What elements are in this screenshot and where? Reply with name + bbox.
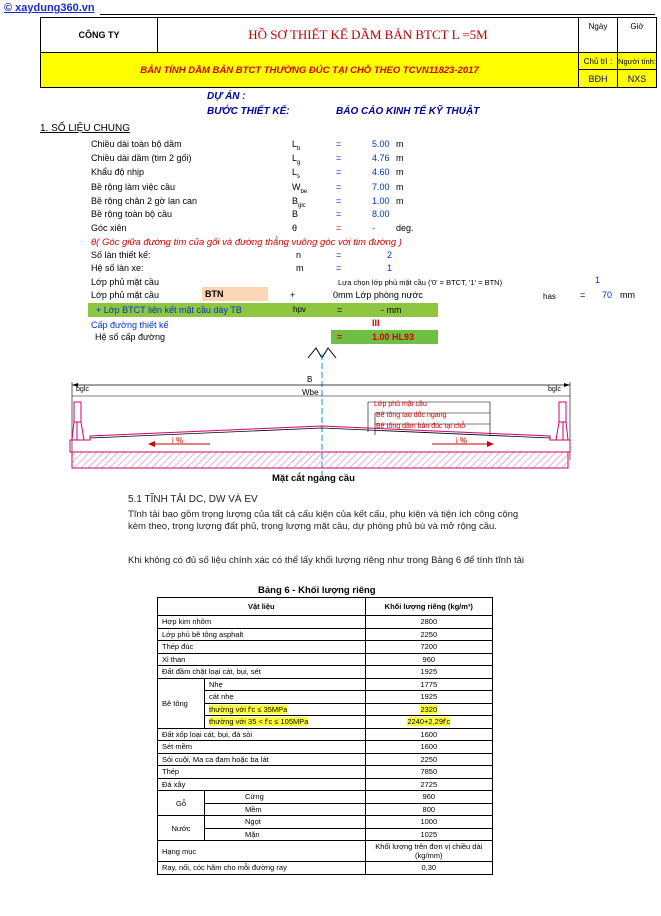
table-row bbox=[158, 841, 493, 862]
skew-angle-note: θ( Góc giữa đường tim của gối và đường thẳng vuông góc với tim đường ) bbox=[91, 237, 402, 248]
design-step-value: BÁO CÁO KINH TẾ KỸ THUẬT bbox=[336, 106, 480, 117]
table-row bbox=[158, 691, 493, 704]
table-row bbox=[158, 753, 493, 766]
param-symbol: θ bbox=[292, 223, 298, 233]
table-cell: 1925 bbox=[365, 691, 492, 704]
param-eq: = bbox=[336, 196, 342, 206]
surfacing-choose-note: Lựa chọn lớp phủ mặt cầu ('0' = BTCT, '1' = BTN) bbox=[338, 278, 503, 287]
table-row bbox=[158, 678, 493, 691]
site-underline bbox=[100, 14, 655, 15]
cross-section-drawing bbox=[60, 340, 580, 486]
param-value[interactable]: 2 bbox=[387, 250, 393, 260]
road-class-label: Cấp đường thiết kế bbox=[91, 320, 169, 330]
table-cell: 2800 bbox=[365, 616, 492, 629]
table-cell: 960 bbox=[365, 791, 492, 804]
param-eq: = bbox=[336, 153, 342, 163]
table-cell: Ngọt bbox=[205, 816, 366, 829]
table-row bbox=[158, 862, 493, 875]
param-symbol: B bbox=[292, 209, 299, 219]
param-unit: m bbox=[396, 182, 404, 192]
surfacing-label: Lớp phủ mặt cầu bbox=[91, 277, 159, 287]
table-cell: Sỏi cuội, Ma ca đam hoặc ba lát bbox=[158, 753, 366, 766]
param-unit: m bbox=[396, 139, 404, 149]
table-cell: Cứng bbox=[205, 791, 366, 804]
table-cell: 1600 bbox=[365, 728, 492, 741]
project-label: DỰ ÁN : bbox=[207, 91, 246, 102]
param-symbol: $L_g$ bbox=[292, 153, 301, 166]
slope-right-label: i % bbox=[456, 436, 468, 445]
layer1-label: Lớp phủ mặt cầu bbox=[374, 401, 427, 408]
table-cell: 960 bbox=[365, 653, 492, 666]
table-cell: Khối lượng trên đơn vị chiều dài (kg/mm) bbox=[365, 841, 492, 862]
param-label: Bề rộng toàn bộ cầu bbox=[91, 209, 173, 219]
table-cell: 1775 bbox=[365, 678, 492, 691]
param-label: Bề rộng làm việc cầu bbox=[91, 182, 176, 192]
param-value[interactable]: 4.60 bbox=[372, 167, 390, 177]
road-class-value[interactable]: III bbox=[372, 318, 380, 328]
btct-label: + Lớp BTCT liên kết mặt cầu dày TB bbox=[96, 305, 242, 315]
nguoi-tinh-value-cell: NXS bbox=[617, 69, 657, 88]
site-logo-text[interactable]: © xaydung360.vn bbox=[4, 2, 95, 14]
table-cell: Mặn bbox=[205, 828, 366, 841]
table-cell: Xỉ than bbox=[158, 653, 366, 666]
table-cell: 1600 bbox=[365, 741, 492, 754]
param-label: Chiều dài toàn bộ dầm bbox=[91, 139, 182, 149]
param-eq: = bbox=[336, 167, 342, 177]
table-cell: Hạng mục bbox=[158, 841, 366, 862]
company-cell: CÔNG TY bbox=[40, 17, 158, 53]
wood-label: Gỗ bbox=[158, 791, 205, 816]
layer2-label: Bê tông tạo dốc ngang bbox=[376, 412, 447, 419]
table-cell: 800 bbox=[365, 803, 492, 816]
table-cell: thường với f'c ≤ 35MPa bbox=[205, 703, 366, 716]
param-value[interactable]: 5.00 bbox=[372, 139, 390, 149]
section1-title: 1. SỐ LIỆU CHUNG bbox=[40, 123, 131, 134]
layer3-label: Bê tông dầm bản đúc tại chỗ bbox=[376, 423, 466, 430]
table-cell: Mềm bbox=[205, 803, 366, 816]
has-value[interactable]: 70 bbox=[602, 290, 613, 300]
heso-label: Hệ số cấp đường bbox=[95, 332, 165, 342]
param-label: Số làn thiết kế: bbox=[91, 250, 151, 260]
b-dim-label: B bbox=[307, 375, 313, 384]
param-eq: = bbox=[336, 263, 342, 273]
param-eq: = bbox=[336, 223, 342, 233]
subtitle-cell bbox=[40, 52, 579, 88]
table-row bbox=[158, 778, 493, 791]
doc-title: HỒ SƠ THIẾT KẾ DẦM BẢN BTCT L =5M bbox=[248, 27, 488, 42]
btct-symbol: hpv bbox=[293, 305, 306, 314]
surfacing-type: BTN bbox=[205, 289, 224, 299]
water-label: Nước bbox=[158, 816, 205, 841]
density-table bbox=[157, 597, 493, 875]
heso-eq: = bbox=[337, 332, 343, 342]
has-eq: = bbox=[580, 290, 586, 300]
table-cell: cát nhẹ bbox=[205, 691, 366, 704]
table-row bbox=[158, 803, 493, 816]
param-unit: m bbox=[396, 153, 404, 163]
param-symbol: $B_{glc}$ bbox=[292, 196, 306, 209]
param-unit: deg. bbox=[396, 223, 414, 233]
has-symbol: has bbox=[543, 292, 556, 301]
param-label: Bề rộng chân 2 gờ lan can bbox=[91, 196, 197, 206]
sec51-title: 5.1 TĨNH TẢI DC, DW VÀ EV bbox=[128, 494, 258, 505]
has-unit: mm bbox=[620, 290, 635, 300]
param-eq: = bbox=[336, 139, 342, 149]
table-row bbox=[158, 766, 493, 779]
param-unit: m bbox=[396, 196, 404, 206]
drawing-caption: Mặt cắt ngang cầu bbox=[272, 473, 355, 484]
table-row bbox=[158, 741, 493, 754]
left-railing-icon bbox=[72, 402, 84, 440]
param-symbol: $L_b$ bbox=[292, 139, 301, 152]
param-symbol: $W_{be}$ bbox=[292, 182, 308, 195]
param-symbol: m bbox=[296, 263, 304, 273]
param-unit: m bbox=[396, 167, 404, 177]
subtitle: BẢN TÍNH DẦM BẢN BTCT THƯỜNG ĐÚC TẠI CHỖ THEO TCVN11823-2017 bbox=[140, 64, 479, 76]
col-header-density: Khối lượng riêng (kg/m³) bbox=[365, 598, 492, 616]
table-row bbox=[158, 616, 493, 629]
table-row bbox=[158, 791, 493, 804]
table-cell: 2250 bbox=[365, 628, 492, 641]
param-value[interactable]: 7.00 bbox=[372, 182, 390, 192]
table-cell: 0,30 bbox=[365, 862, 492, 875]
table-cell: Hợp kim nhôm bbox=[158, 616, 366, 629]
param-value[interactable]: 1.00 bbox=[372, 196, 390, 206]
col-header-material: Vật liệu bbox=[158, 598, 366, 616]
param-label: Hệ số làn xe: bbox=[91, 263, 144, 273]
param-value[interactable]: - bbox=[372, 223, 375, 233]
surfacing-type-box[interactable] bbox=[202, 287, 268, 301]
table-title: Bảng 6 - Khối lượng riêng bbox=[258, 585, 376, 596]
table-row bbox=[158, 716, 493, 729]
waterproof-label: 0mm Lớp phòng nước bbox=[333, 290, 423, 300]
table-cell: Đất đầm chặt loại cát, bụi, sét bbox=[158, 666, 366, 679]
table-cell: 1925 bbox=[365, 666, 492, 679]
table-cell: 2250 bbox=[365, 753, 492, 766]
param-value[interactable]: 1 bbox=[387, 263, 393, 273]
plus-sign: + bbox=[290, 290, 296, 300]
param-label: Góc xiên bbox=[91, 223, 127, 233]
table-cell: 7200 bbox=[365, 641, 492, 654]
param-eq: = bbox=[336, 182, 342, 192]
table-cell: 2240+2,29f'c bbox=[365, 716, 492, 729]
bglc-right-label: bglc bbox=[548, 386, 561, 393]
date-cell: Ngày bbox=[578, 17, 618, 53]
table-cell: 1000 bbox=[365, 816, 492, 829]
param-label: Khẩu độ nhịp bbox=[91, 167, 145, 177]
table-cell: thường với 35 < f'c ≤ 105MPa bbox=[205, 716, 366, 729]
surfacing-row-label: Lớp phủ mặt cầu bbox=[91, 290, 159, 300]
table-row bbox=[158, 703, 493, 716]
param-symbol: $L_s$ bbox=[292, 167, 301, 180]
param-value[interactable]: 4.76 bbox=[372, 153, 390, 163]
table-row bbox=[158, 828, 493, 841]
param-eq: = bbox=[336, 209, 342, 219]
table-cell: Đất xốp loại cát, bụi, đá sỏi bbox=[158, 728, 366, 741]
concrete-label: Bê tông bbox=[158, 678, 205, 728]
table-row bbox=[158, 598, 493, 616]
table-row bbox=[158, 666, 493, 679]
time-cell: Giờ bbox=[617, 17, 657, 53]
wbe-label: Wbe bbox=[302, 388, 319, 397]
table-row bbox=[158, 628, 493, 641]
table-row bbox=[158, 641, 493, 654]
chu-tri-label-cell: Chủ trì : bbox=[578, 52, 618, 70]
param-eq: = bbox=[336, 250, 342, 260]
param-label: Chiều dài dầm (tim 2 gối) bbox=[91, 153, 192, 163]
slope-left-label: i % bbox=[172, 436, 184, 445]
table-cell: Đá xây bbox=[158, 778, 366, 791]
nguoi-tinh-label-cell: Người tính: bbox=[617, 52, 657, 70]
chu-tri-value-cell: BĐH bbox=[578, 69, 618, 88]
btct-value: - mm bbox=[381, 305, 402, 315]
bglc-left-label: bglc bbox=[76, 386, 89, 393]
param-symbol: n bbox=[296, 250, 302, 260]
param-value[interactable]: 8.00 bbox=[372, 209, 390, 219]
table-cell: Thép bbox=[158, 766, 366, 779]
header-block bbox=[40, 17, 657, 87]
table-cell: Lớp phủ bê tông asphalt bbox=[158, 628, 366, 641]
table-cell: Thép đúc bbox=[158, 641, 366, 654]
sec51-p1: Tĩnh tải bao gồm trọng lượng của tất cả cấu kiện của kết cấu, phụ kiện và tiện ích công cộng kèm theo, trọng lượng đất phủ, trọng lượng mặt cầu, dự phòng phủ bù và mở rộng cầu. bbox=[128, 509, 519, 532]
design-step-label: BƯỚC THIẾT KẾ: bbox=[207, 106, 290, 117]
heso-value: 1.00 HL93 bbox=[372, 332, 415, 342]
doc-title-cell bbox=[157, 17, 579, 53]
table-cell: Ray, nối, cóc hãm cho mỗi đường ray bbox=[158, 862, 366, 875]
table-cell: 2320 bbox=[365, 703, 492, 716]
table-cell: Nhẹ bbox=[205, 678, 366, 691]
table-row bbox=[158, 653, 493, 666]
surfacing-choose-value[interactable]: 1 bbox=[595, 275, 601, 285]
table-cell: 2725 bbox=[365, 778, 492, 791]
right-railing-icon bbox=[556, 402, 568, 440]
table-row bbox=[158, 728, 493, 741]
sec51-p2: Khi không có đủ số liệu chính xác có thể lấy khối lượng riêng như trong Bảng 6 để tính tĩnh tải bbox=[128, 555, 525, 566]
table-cell: Sét mềm bbox=[158, 741, 366, 754]
btct-eq: = bbox=[337, 305, 343, 315]
table-cell: 1025 bbox=[365, 828, 492, 841]
table-row bbox=[158, 816, 493, 829]
table-cell: 7850 bbox=[365, 766, 492, 779]
